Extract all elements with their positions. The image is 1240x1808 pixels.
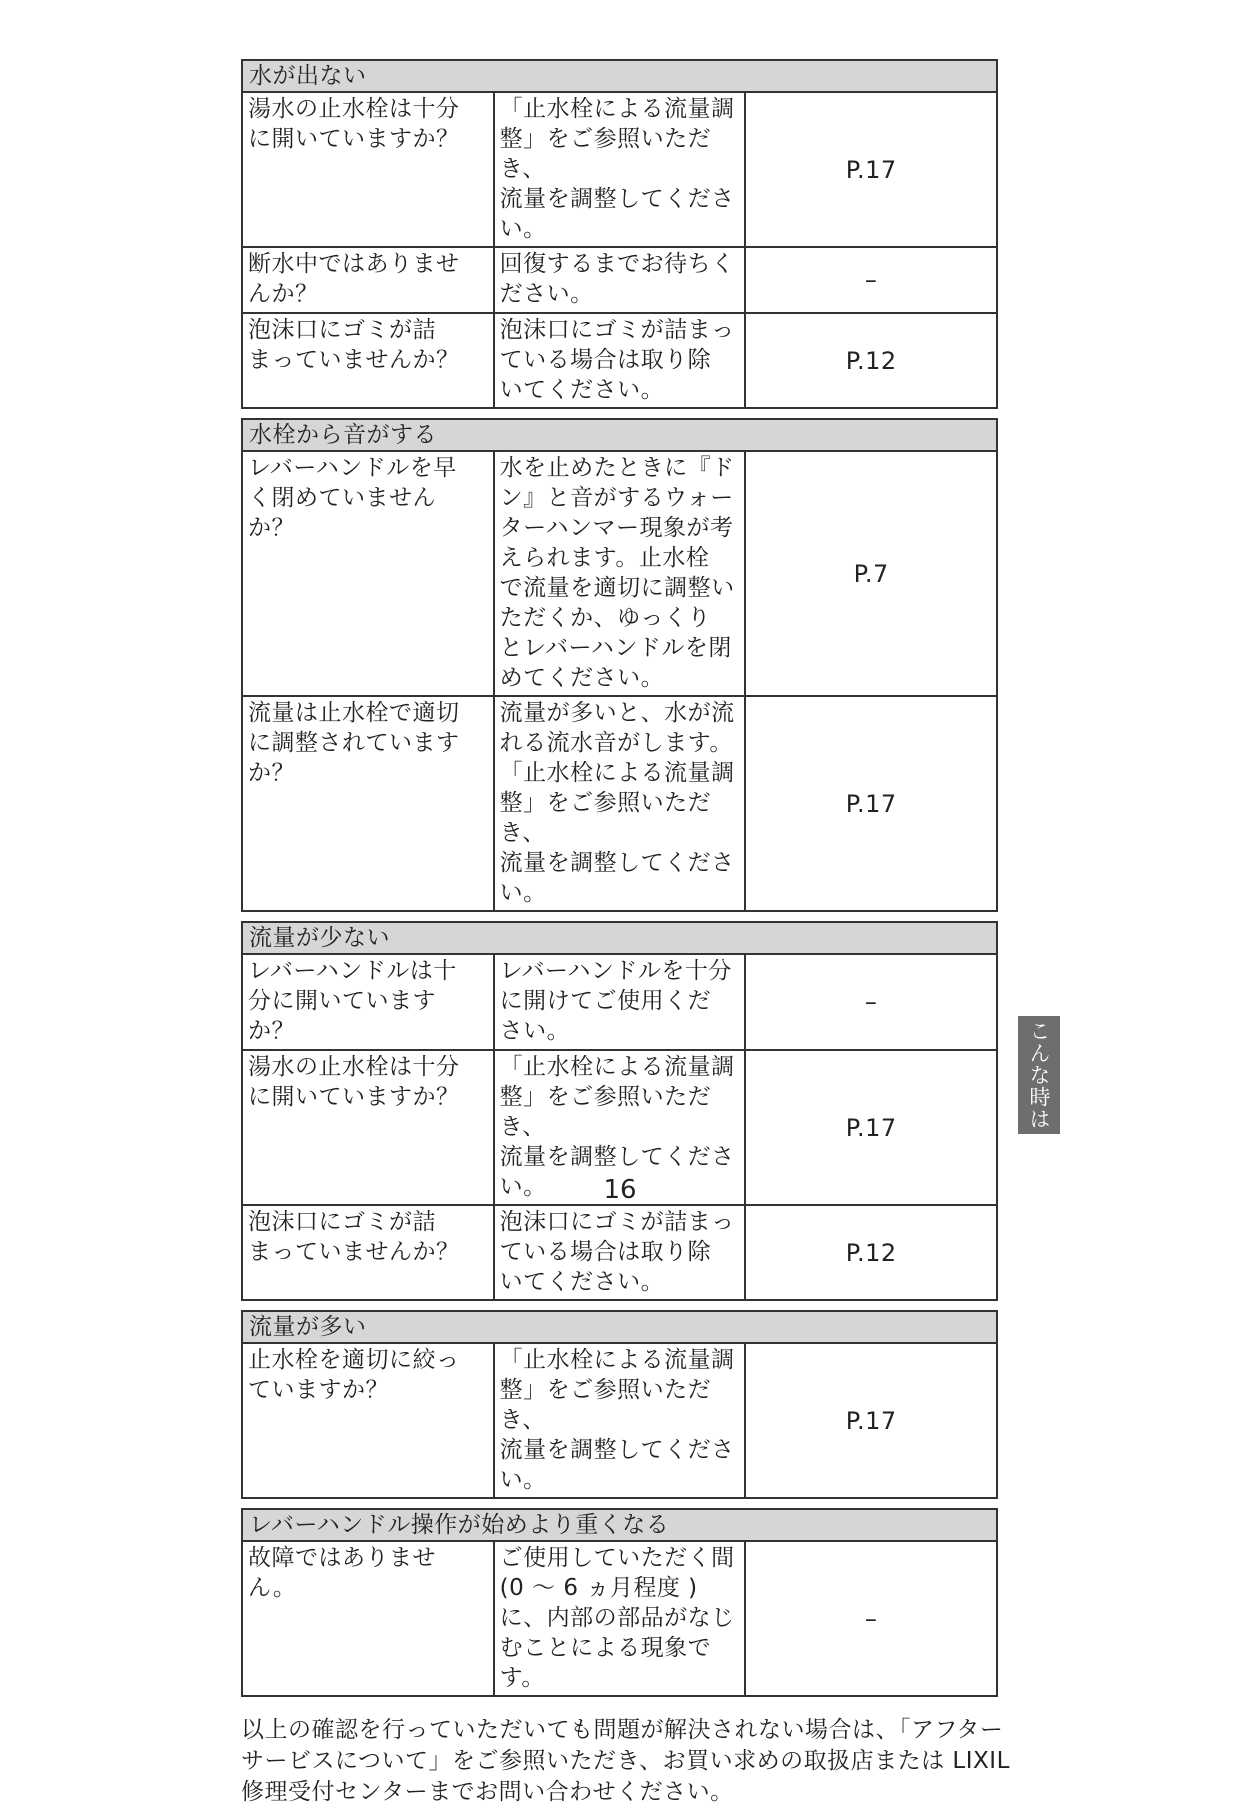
page-reference: P.17 <box>745 696 997 911</box>
answer-cell: 「止水栓による流量調整」をご参照いただき、 流量を調整してください。 <box>494 92 746 247</box>
question-cell: 湯水の止水栓は十分 に開いていますか？ <box>242 1050 494 1205</box>
answer-cell: 泡沫口にゴミが詰まっている場合は取り除 いてください。 <box>494 1205 746 1300</box>
page-reference: – <box>745 247 997 313</box>
section-table <box>241 1310 998 1499</box>
section-table <box>241 59 998 409</box>
answer-cell: 回復するまでお待ちください。 <box>494 247 746 313</box>
table-row <box>242 451 997 696</box>
section-title: 水栓から音がする <box>242 419 997 451</box>
table-row <box>242 1541 997 1696</box>
answer-cell: ご使用していただく間 (0 ～ 6 ヵ月程度 ) に、内部の部品がなじむことによる現象で す。 <box>494 1541 746 1696</box>
table-row <box>242 92 997 247</box>
answer-cell: 泡沫口にゴミが詰まっている場合は取り除 いてください。 <box>494 313 746 408</box>
question-cell: 泡沫口にゴミが詰 まっていませんか？ <box>242 1205 494 1300</box>
question-cell: 湯水の止水栓は十分 に開いていますか？ <box>242 92 494 247</box>
side-tab-label: こんな時は <box>1027 1020 1051 1130</box>
page-reference: – <box>745 954 997 1050</box>
page-reference: P.17 <box>745 1050 997 1205</box>
troubleshooting-content <box>241 59 1010 1808</box>
table-row <box>242 696 997 911</box>
page-number: 16 <box>603 1175 637 1205</box>
answer-cell: 流量が多いと、水が流れる流水音がします。 「止水栓による流量調整」をご参照いただき、 流量を調整してください。 <box>494 696 746 911</box>
table-row <box>242 1205 997 1300</box>
side-tab <box>1018 1016 1060 1134</box>
page-reference: P.7 <box>745 451 997 696</box>
question-cell: 断水中ではありませ んか？ <box>242 247 494 313</box>
table-row <box>242 954 997 1050</box>
page-reference: – <box>745 1541 997 1696</box>
question-cell: 故障ではありませ ん。 <box>242 1541 494 1696</box>
question-cell: 泡沫口にゴミが詰 まっていませんか？ <box>242 313 494 408</box>
page-reference: P.17 <box>745 1343 997 1498</box>
question-cell: 止水栓を適切に絞っ ていますか？ <box>242 1343 494 1498</box>
footer-note: 以上の確認を行っていただいても問題が解決されない場合は、「アフター サービスについて」をご参照いただき、お買い求めの取扱店または LIXIL 修理受付センターまでお問い合わせください。 <box>241 1717 1010 1805</box>
section-title: 流量が少ない <box>242 922 997 954</box>
answer-cell: 「止水栓による流量調整」をご参照いただき、 流量を調整してください。 <box>494 1050 746 1205</box>
section-title: 水が出ない <box>242 60 997 92</box>
question-cell: レバーハンドルを早 く閉めていません か？ <box>242 451 494 696</box>
section-title: 流量が多い <box>242 1311 997 1343</box>
section-table <box>241 921 998 1301</box>
section-table <box>241 1508 998 1697</box>
page-reference: P.12 <box>745 313 997 408</box>
table-row <box>242 247 997 313</box>
question-cell: 流量は止水栓で適切 に調整されています か？ <box>242 696 494 911</box>
section-title: レバーハンドル操作が始めより重くなる <box>242 1509 997 1541</box>
page-reference: P.17 <box>745 92 997 247</box>
answer-cell: 水を止めたときに『ドン』と音がするウォー ターハンマー現象が考えられます。止水栓 で流量を適切に調整いただくか、ゆっくり とレバーハンドルを閉めてください。 <box>494 451 746 696</box>
page-reference: P.12 <box>745 1205 997 1300</box>
table-row <box>242 1343 997 1498</box>
answer-cell: レバーハンドルを十分に開けてご使用くだ さい。 <box>494 954 746 1050</box>
table-row <box>242 313 997 408</box>
question-cell: レバーハンドルは十 分に開いています か？ <box>242 954 494 1050</box>
section-table <box>241 418 998 912</box>
answer-cell: 「止水栓による流量調整」をご参照いただき、 流量を調整してください。 <box>494 1343 746 1498</box>
